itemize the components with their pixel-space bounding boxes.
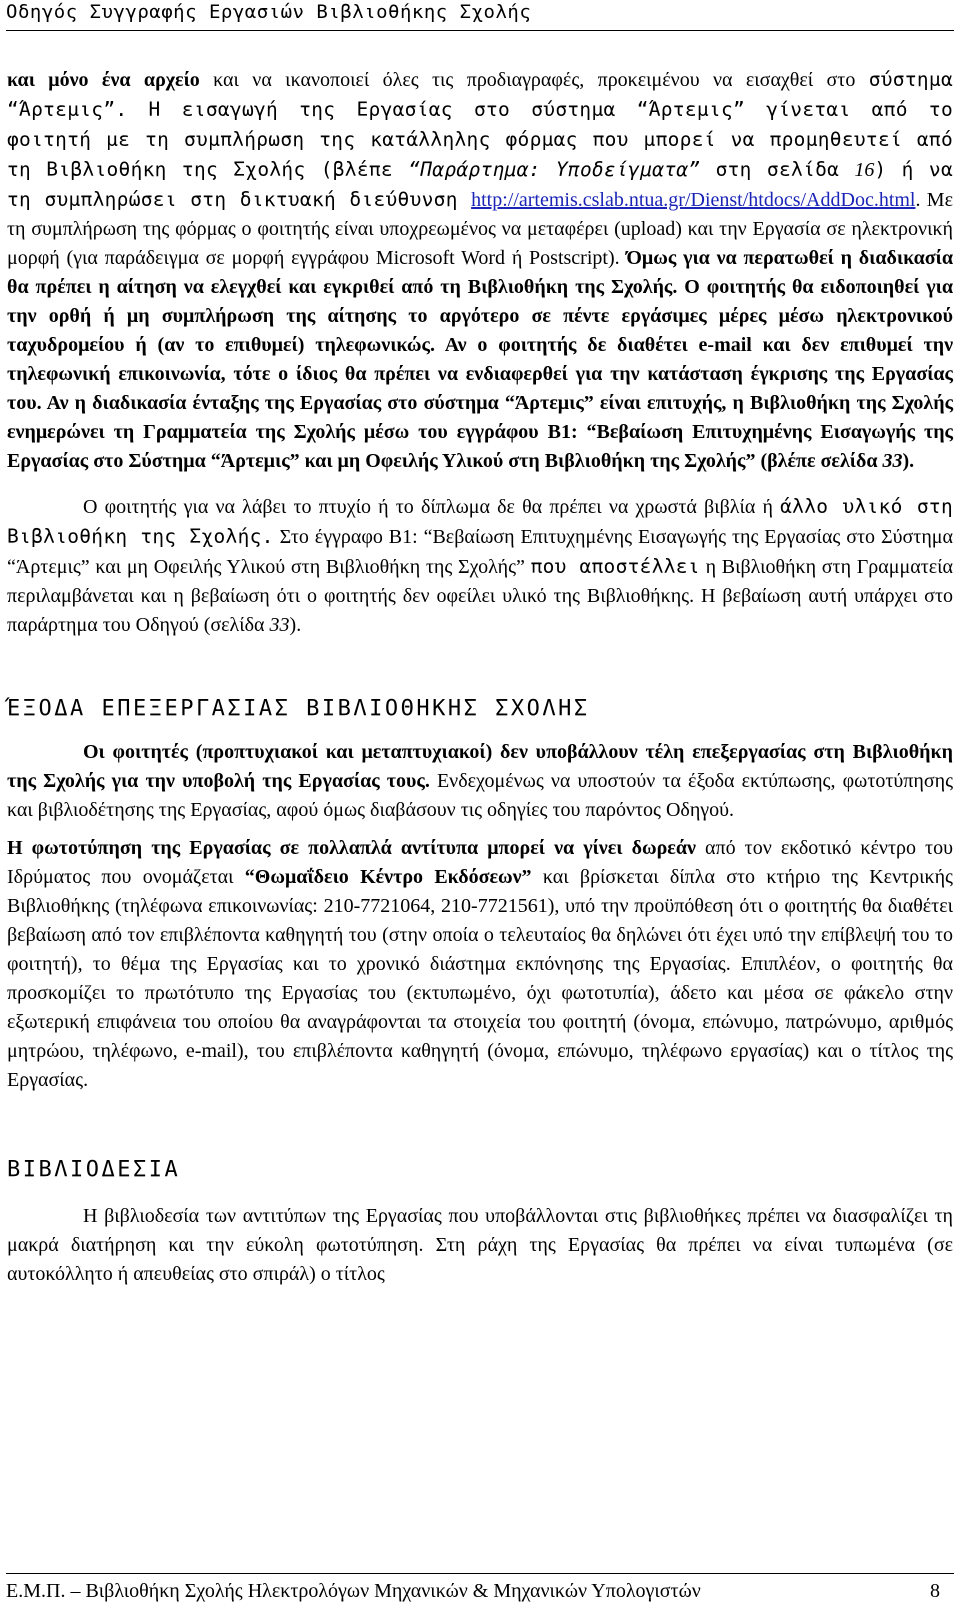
paragraph-free-photocopying bbox=[7, 834, 953, 1095]
text-span: Η βιβλιοδεσία των αντιτύπων της Εργασίας που υποβάλλονται στις βιβλιοθήκες πρέπει να διασφαλίζει τη μακρά διατήρηση και την εύκολη φωτοτύπηση. Στη ράχη της Εργασίας θα πρέπει να είναι τυπωμένα (σε αυτοκόλλητο ή απευθείας στο σπιράλ) ο τίτλος bbox=[7, 1205, 953, 1285]
text-span: ) ή να τη συμπληρώσει στη δικτυακή διεύθυνση bbox=[7, 158, 953, 211]
text-span: από τον εκδοτικό κέντρο του Ιδρύματος που ονομάζεται bbox=[7, 837, 953, 888]
paragraph-artemis-submission bbox=[7, 65, 953, 476]
paragraph-no-fees bbox=[7, 738, 953, 825]
text-span: και να ικανοποιεί όλες τις προδιαγραφές, προκειμένου να εισαχθεί στο bbox=[199, 69, 869, 91]
text-span: ). bbox=[289, 614, 302, 636]
bold-text: και μόνο ένα αρχείο bbox=[7, 69, 200, 91]
text-span: σύστημα “Άρτεμις”. Η εισαγωγή της Εργασίας στο σύστημα “Άρτεμις” γίνεται από το φοιτητή με τη συμπλήρωση της κατάλληλης φόρμας που μπορεί να προμηθευτεί από τη Βιβλιοθήκη της Σχολής (βλέπε bbox=[7, 68, 953, 181]
running-header: Οδηγός Συγγραφής Εργασιών Βιβλιοθήκης Σχολής bbox=[6, 1, 532, 23]
page-reference: 33 bbox=[269, 614, 290, 636]
italic-text: “Παράρτημα: Υποδείγματα” bbox=[408, 158, 701, 181]
spacer bbox=[7, 724, 953, 738]
text-span: στη σελίδα bbox=[700, 158, 855, 181]
bold-text: “Θωμαΐδειο Κέντρο Εκδόσεων” bbox=[244, 866, 532, 888]
bold-text: ). bbox=[902, 450, 915, 472]
spacer bbox=[7, 825, 953, 834]
spacer bbox=[7, 1095, 953, 1155]
text-span: άλλο υλικό στη Βιβλιοθήκη της Σχολής. bbox=[7, 495, 954, 548]
spacer bbox=[7, 640, 953, 694]
spacer bbox=[7, 476, 953, 492]
bold-text: Όμως για να περατωθεί η διαδικασία θα πρέπει η αίτηση να ελεγχθεί και εγκριθεί από τη Βιβλιοθήκη της Σχολής. Ο φοιτητής θα ειδοποιηθεί για την ορθή ή μη συμπλήρωση της αίτησης το αργότερο σε πέντε εργάσιμες μέρες μέσω ηλεκτρονικού ταχυδρομείου ή (αν το επιθυμεί) τηλεφωνικώς. Αν ο φοιτητής δε διαθέτει e-mail και δεν επιθυμεί την τηλεφωνική επικοινωνία, τότε ο ίδιος θα πρέπει να ενδιαφερθεί για την κατάσταση έγκρισης της Εργασίας του. Αν η διαδικασία ένταξης της Εργασίας στο σύστημα “Άρτεμις” είναι επιτυχής, η Βιβλιοθήκη της Σχολής ενημερώνει τη Γραμματεία της Σχολής μέσω του εγγράφου Β1: “Βεβαίωση Επιτυχημένης Εισαγωγής της Εργασίας στο Σύστημα “Άρτεμις” και μη Οφειλής Υλικού στη Βιβλιοθήκη της Σχολής” (βλέπε σελίδα bbox=[7, 247, 953, 472]
text-span: που αποστέλλει bbox=[530, 555, 700, 578]
page-body bbox=[7, 65, 953, 1289]
text-span: και βρίσκεται δίπλα στο κτήριο της Κεντρικής Βιβλιοθήκης (τηλέφωνα επικοινωνίας: 210-7721064, 210-7721561), υπό την προϋπόθεση ότι ο φοιτητής θα διαθέτει βεβαίωση από τον επιβλέποντα καθηγητή του (στην οποία ο τελευταίος θα δηλώνει ότι έχει υπό την επίβλεψή του το φοιτητή), το θέμα της Εργασίας και το χρονικό διάστημα εκπόνησης της Εργασίας. Επιπλέον, ο φοιτητής θα προσκομίζει το πρωτότυπο της Εργασίας του (εκτυπωμένο, όχι φωτοτυπία), άδετο και μέσα σε φάκελο στην εξωτερική επιφάνεια του οποίου θα αναγράφονται τα στοιχεία του φοιτητή (όνομα, επώνυμο, πατρώνυμο, αριθμός μητρώου, τηλέφωνο, e-mail), του επιβλέποντα καθηγητή (όνομα, επώνυμο, τηλέφωνο εργασίας) και ο τίτλος της Εργασίας. bbox=[7, 866, 953, 1091]
text-span: Ο φοιτητής για να λάβει το πτυχίο ή το δίπλωμα δε θα πρέπει να χρωστά βιβλία ή bbox=[83, 496, 781, 518]
artemis-form-link[interactable]: http://artemis.cslab.ntua.gr/Dienst/htdocs/AddDoc.html bbox=[471, 189, 916, 211]
footer-rule bbox=[6, 1573, 954, 1574]
text-span: η Βιβλιοθήκη στη Γραμματεία περιλαμβάνεται και η βεβαίωση ότι ο φοιτητής δεν οφείλει υλικό της Βιβλιοθήκης. Η βεβαίωση αυτή υπάρχει στο παράρτημα του Οδηγού (σελίδα bbox=[7, 556, 953, 636]
section-heading-binding: ΒΙΒΛΙΟΔΕΣΙΑ bbox=[7, 1157, 181, 1182]
spacer bbox=[7, 1185, 953, 1202]
section-heading-processing-costs: ΈΞΟΔΑ ΕΠΕΞΕΡΓΑΣΙΑΣ ΒΙΒΛΙΟΘΗΚΗΣ ΣΧΟΛΗΣ bbox=[7, 696, 590, 721]
paragraph-binding bbox=[7, 1202, 953, 1289]
page-reference: 33 bbox=[882, 450, 903, 472]
page-footer bbox=[6, 1578, 954, 1604]
bold-text: Οι φοιτητές (προπτυχιακοί και μεταπτυχιακοί) δεν υποβάλλουν τέλη επεξεργασίας στη Βιβλιοθήκη της Σχολής για την υποβολή της Εργασίας τους. bbox=[7, 741, 953, 792]
text-span: . Με τη συμπλήρωση της φόρμας ο φοιτητής είναι υποχρεωμένος να μεταφέρει (upload) και την Εργασία σε ηλεκτρονική μορφή (για παράδειγμα σε μορφή εγγράφου Microsoft Word ή Postscript). bbox=[7, 189, 953, 269]
bold-text: Η φωτοτύπηση της Εργασίας σε πολλαπλά αντίτυπα μπορεί να γίνει δωρεάν bbox=[7, 837, 696, 859]
paragraph-library-clearance bbox=[7, 492, 953, 640]
page-number: 8 bbox=[930, 1580, 940, 1602]
footer-text: Ε.Μ.Π. – Βιβλιοθήκη Σχολής Ηλεκτρολόγων Μηχανικών & Μηχανικών Υπολογιστών bbox=[6, 1580, 701, 1602]
text-span: Στο έγγραφο Β1: “Βεβαίωση Επιτυχημένης Εισαγωγής της Εργασίας στο Σύστημα “Άρτεμις” και μη Οφειλής Υλικού στη Βιβλιοθήκη της Σχολής” bbox=[7, 526, 953, 578]
header-rule bbox=[6, 30, 954, 31]
page-reference: 16 bbox=[854, 159, 875, 181]
text-span: Ενδεχομένως να υποστούν τα έξοδα εκτύπωσης, φωτοτύπησης και βιβλιοδέτησης της Εργασίας, αφού όμως διαβάσουν τις οδηγίες του παρόντος Οδηγού. bbox=[7, 770, 954, 821]
